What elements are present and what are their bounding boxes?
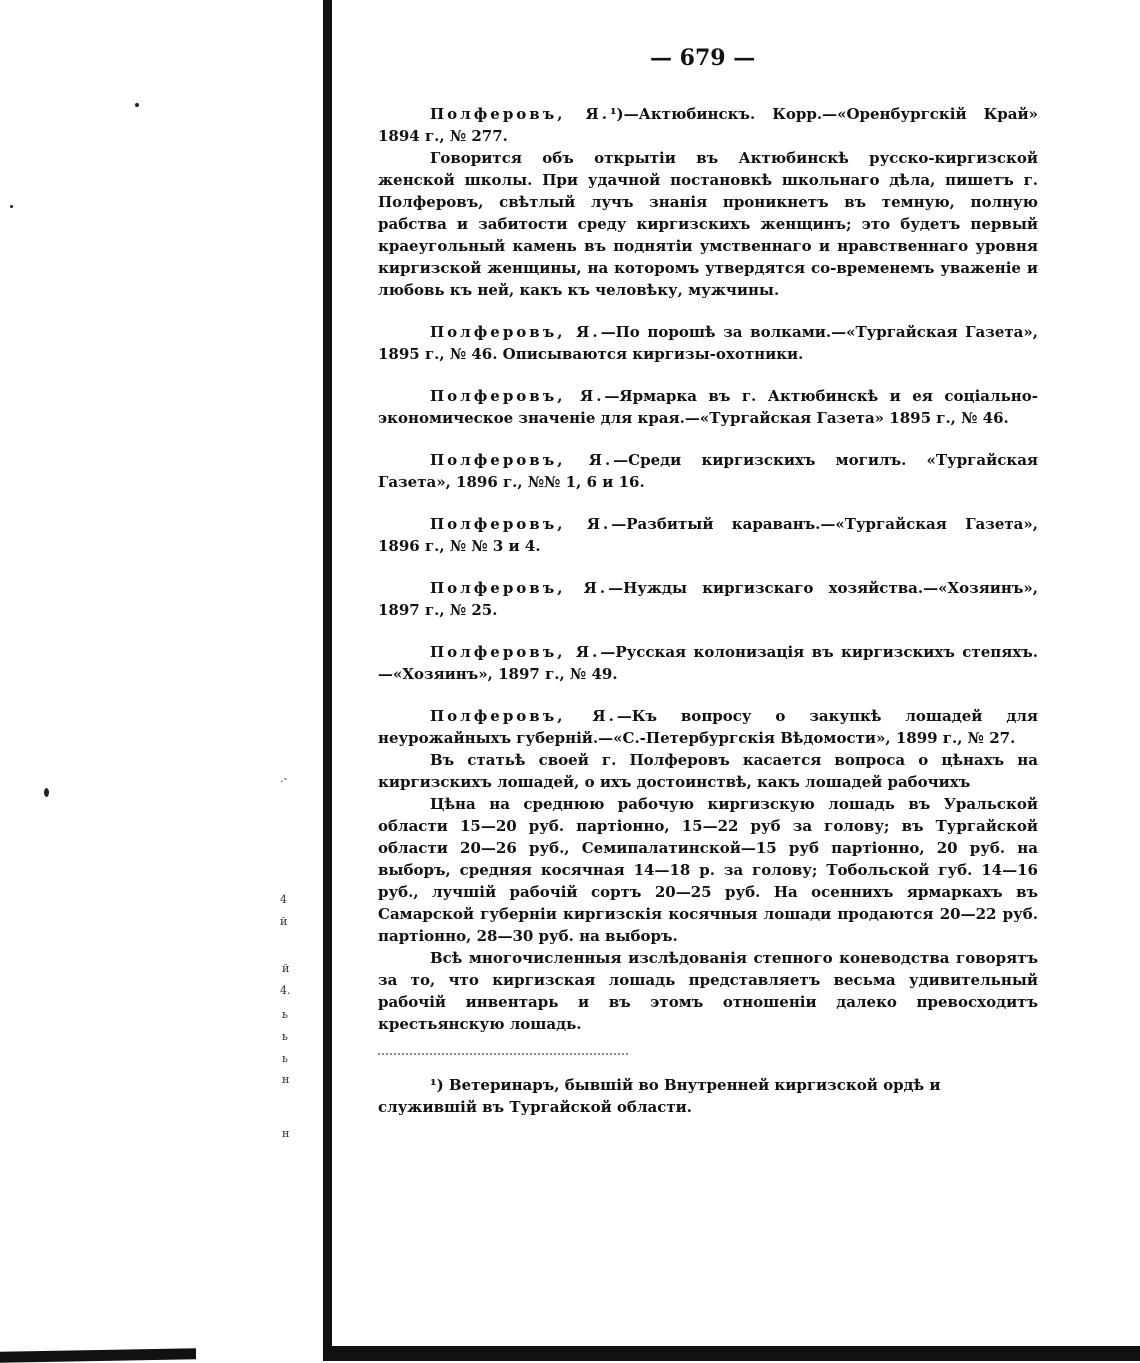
entry-text: ¹)—Актюбинскъ. Корр.—«Оренбургскій Край» 1894 г., № 277.	[378, 105, 1038, 145]
bibliography-entry	[378, 385, 1038, 429]
margin-mark: ь	[282, 1052, 288, 1065]
footnote: ¹) Ветеринаръ, бывшій во Внутренней киргизской ордѣ и служившій въ Тургайской области.	[378, 1076, 941, 1116]
author-name: Полферовъ, Я.	[430, 323, 601, 341]
entry-paragraph: Цѣна на среднюю рабочую киргизскую лошадь въ Уральской области 15—20 руб. партіонно, 15—22 руб за голову; въ Тургайской области 20—26 руб., Семипалатинской—15 руб партіонно, 20 руб. на выборъ, средняя косячная 14—18 р. за голову; Тобольской губ. 14—16 руб., лучшій рабочій сортъ 20—25 руб. На осеннихъ ярмаркахъ въ Самарской губерніи киргизскія косячныя лошади продаются 20—22 руб. партіонно, 28—30 руб. на выборъ.	[378, 795, 1038, 945]
author-name: Полферовъ, Я.	[430, 105, 610, 123]
entry-text: —Русская колонизація въ киргизскихъ степяхъ.—«Хозяинъ», 1897 г., № 49.	[378, 643, 1038, 683]
bibliography-entry	[378, 103, 1038, 301]
author-name: Полферовъ, Я.	[430, 387, 605, 405]
entry-heading	[378, 321, 1038, 365]
bibliography-entry	[378, 449, 1038, 493]
entry-text: —Къ вопросу о закупкѣ лошадей для неурожайныхъ губерній.—«С.-Петербургскія Вѣдомости», 1899 г., № 27.	[378, 707, 1038, 747]
entry-text: —Разбитый караванъ.—«Тургайская Газета», 1896 г., № № 3 и 4.	[378, 515, 1038, 555]
margin-mark: ь	[282, 1030, 288, 1043]
speck	[44, 788, 49, 797]
entry-heading	[378, 641, 1038, 685]
page-number: — 679 —	[650, 45, 756, 71]
margin-mark: 4	[280, 893, 287, 906]
margin-mark: й	[282, 962, 290, 975]
footnote-separator	[378, 1053, 628, 1059]
entry-heading	[378, 513, 1038, 557]
bibliography-entry	[378, 641, 1038, 685]
entry-text: —По порошѣ за волками.—«Тургайская Газета», 1895 г., № 46. Описываются киргизы-охотники.	[378, 323, 1038, 363]
bibliography-entry	[378, 513, 1038, 557]
bibliography-entry	[378, 577, 1038, 621]
entry-text: —Ярмарка въ г. Актюбинскѣ и ея соціально-экономическое значеніе для края.—«Тургайская Газета» 1895 г., № 46.	[378, 387, 1038, 427]
entry-paragraph: Говорится объ открытіи въ Актюбинскѣ русско-киргизской женской школы. При удачной постановкѣ школьнаго дѣла, пишетъ г. Полферовъ, свѣтлый лучъ знанія проникнетъ въ темную, полную рабства и забитости среду киргизскихъ женщинъ; это будетъ первый краеугольный камень въ поднятіи умственнаго и нравственнаго уровня киргизской женщины, на которомъ утвердятся со-временемъ уваженіе и любовь къ ней, какъ къ человѣку, мужчины.	[378, 149, 1038, 299]
speck	[10, 205, 13, 208]
speck	[135, 103, 139, 107]
author-name: Полферовъ, Я.	[430, 515, 612, 533]
page-body	[378, 103, 1038, 1133]
margin-mark: й	[280, 915, 288, 928]
margin-mark: .-	[280, 772, 288, 785]
entry-text: —Нужды киргизскаго хозяйства.—«Хозяинъ», 1897 г., № 25.	[378, 579, 1038, 619]
author-name: Полферовъ, Я.	[430, 451, 614, 469]
entry-heading	[378, 449, 1038, 493]
entry-paragraph: Всѣ многочисленныя изслѣдованія степного коневодства говорятъ за то, что киргизская лошадь представляетъ весьма удивительный рабочій инвентарь и въ этомъ отношеніи далеко превосходитъ крестьянскую лошадь.	[378, 949, 1038, 1033]
entry-heading	[378, 385, 1038, 429]
margin-mark: ь	[282, 1008, 288, 1021]
margin-mark: н	[282, 1127, 290, 1140]
entry-text: —Среди киргизскихъ могилъ. «Тургайская Газета», 1896 г., №№ 1, 6 и 16.	[378, 451, 1038, 491]
entry-heading	[378, 577, 1038, 621]
bibliography-entry	[378, 321, 1038, 365]
entry-paragraph: Въ статьѣ своей г. Полферовъ касается вопроса о цѣнахъ на киргизскихъ лошадей, о ихъ достоинствѣ, какъ лошадей рабочихъ	[378, 751, 1038, 791]
author-name: Полферовъ, Я.	[430, 707, 617, 725]
book-spine	[323, 0, 332, 1361]
margin-mark: 4.	[280, 984, 291, 997]
bottom-edge-bar	[330, 1346, 1140, 1361]
entry-heading	[378, 103, 1038, 147]
author-name: Полферовъ, Я.	[430, 579, 609, 597]
margin-mark: н	[282, 1073, 290, 1086]
bibliography-entry	[378, 705, 1038, 1035]
author-name: Полферовъ, Я.	[430, 643, 601, 661]
left-margin-marks	[280, 0, 320, 1361]
entry-heading	[378, 705, 1038, 749]
